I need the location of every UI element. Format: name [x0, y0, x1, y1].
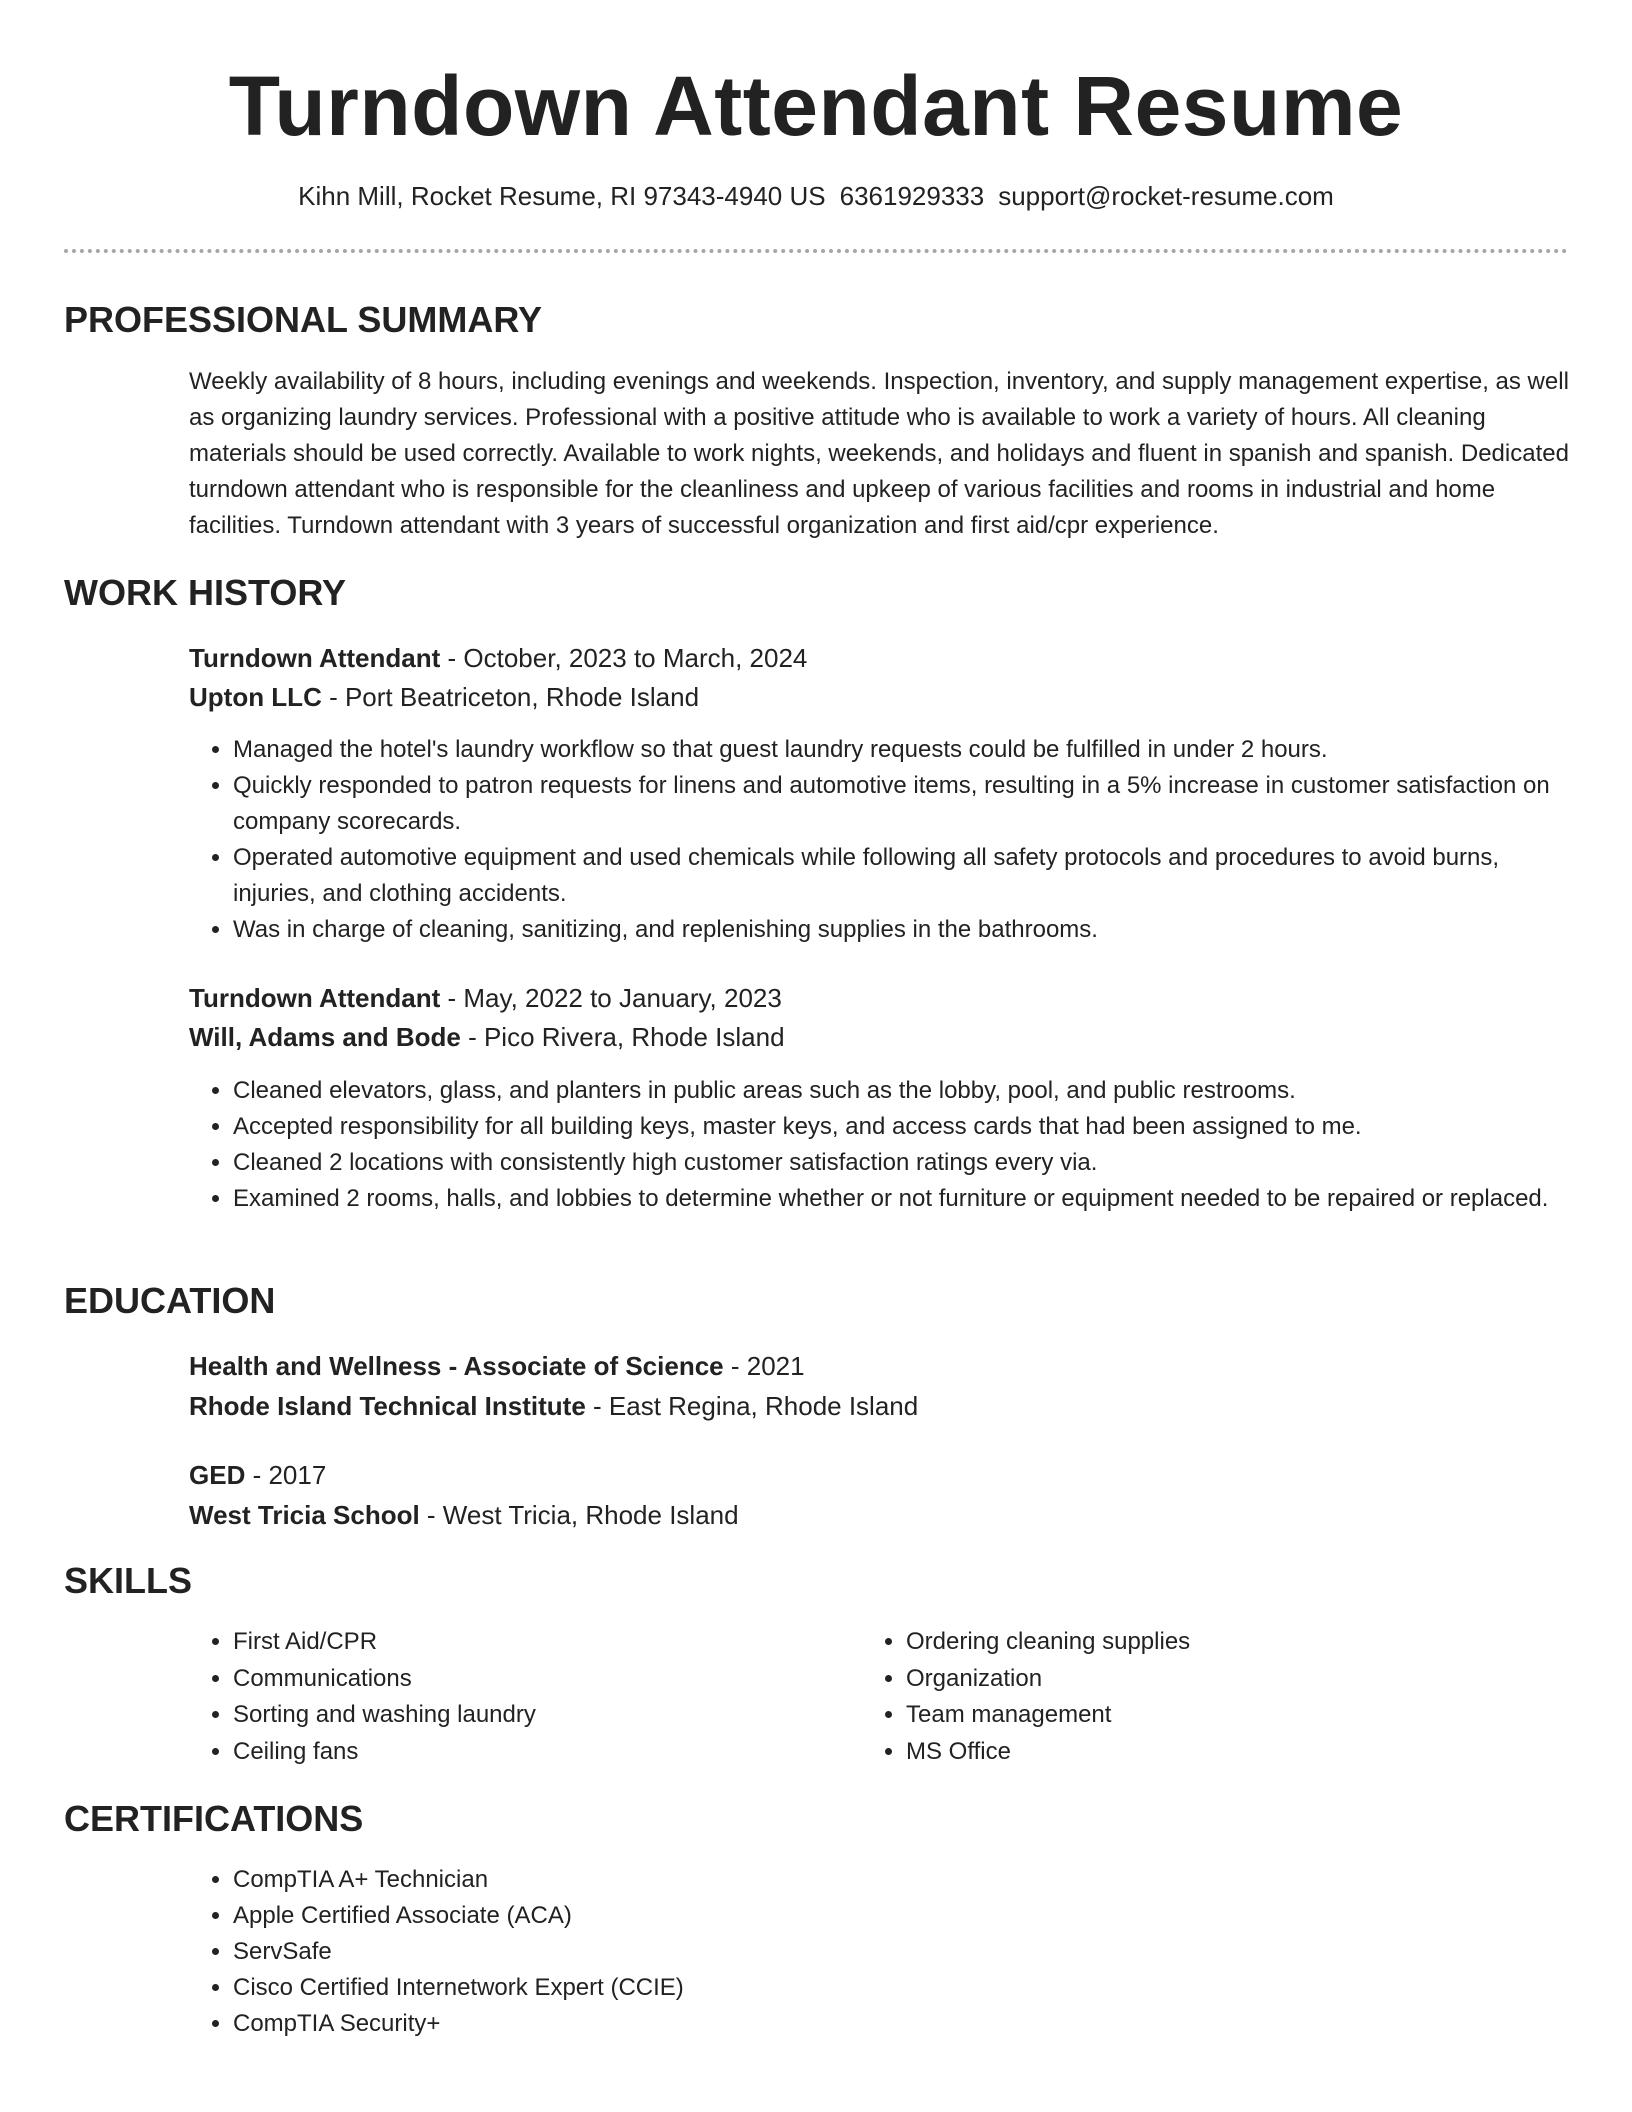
job-location: - Pico Rivera, Rhode Island: [460, 1022, 785, 1052]
summary-heading: PROFESSIONAL SUMMARY: [64, 299, 543, 340]
list-item: • Managed the hotel's laundry workflow so that guest laundry requests could be fulfilled in under 2 hours.: [233, 732, 1569, 768]
header-divider: [64, 249, 1568, 253]
list-item: • Ceiling fans: [233, 1734, 809, 1771]
skills-list-right: [862, 1624, 1482, 1770]
certifications-list: [189, 1862, 1569, 2042]
list-item: • CompTIA Security+: [233, 2006, 1569, 2042]
education-degree: Health and Wellness - Associate of Science: [189, 1351, 724, 1381]
list-item: • Communications: [233, 1661, 809, 1698]
list-item: • Accepted responsibility for all building keys, master keys, and access cards that had been assigned to me.: [233, 1109, 1569, 1145]
job-company: Upton LLC: [189, 682, 322, 712]
certifications-heading: CERTIFICATIONS: [64, 1798, 364, 1839]
job-location: - Port Beatriceton, Rhode Island: [321, 682, 700, 712]
list-item: • Organization: [906, 1661, 1482, 1698]
resume-title: Turndown Attendant Resume: [228, 59, 1404, 153]
list-item: • Cleaned 2 locations with consistently high customer satisfaction ratings every via.: [233, 1145, 1569, 1181]
education-school-line: [189, 1388, 918, 1424]
job-company-line: [189, 679, 699, 715]
list-item: • Cisco Certified Internetwork Expert (CCIE): [233, 1970, 1569, 2006]
contact-email[interactable]: support@rocket-resume.com: [998, 181, 1334, 211]
skills-heading: SKILLS: [64, 1560, 193, 1601]
job-company: Will, Adams and Bode: [189, 1022, 461, 1052]
list-item: • Team management: [906, 1697, 1482, 1734]
list-item: • Ordering cleaning supplies: [906, 1624, 1482, 1661]
job-title: Turndown Attendant: [189, 983, 441, 1013]
list-item: • ServSafe: [233, 1934, 1569, 1970]
job-duties-list: [189, 732, 1569, 948]
list-item: • MS Office: [906, 1734, 1482, 1771]
list-item: • Sorting and washing laundry: [233, 1697, 809, 1734]
skills-list-left: [189, 1624, 809, 1770]
contact-address: Kihn Mill, Rocket Resume, RI 97343-4940 US: [298, 181, 826, 211]
job-title-line: [189, 980, 782, 1016]
education-heading: EDUCATION: [64, 1280, 276, 1321]
education-degree: GED: [189, 1460, 246, 1490]
education-degree-line: [189, 1457, 326, 1493]
list-item: • Quickly responded to patron requests for linens and automotive items, resulting in a 5% increase in customer satisfaction on company scorecards.: [233, 768, 1569, 840]
list-item: • Apple Certified Associate (ACA): [233, 1898, 1569, 1934]
contact-info: [0, 178, 1632, 214]
contact-phone: 6361929333: [839, 181, 985, 211]
list-item: • Was in charge of cleaning, sanitizing, and replenishing supplies in the bathrooms.: [233, 912, 1569, 948]
list-item: • Examined 2 rooms, halls, and lobbies to determine whether or not furniture or equipment needed to be repaired or replaced.: [233, 1181, 1569, 1217]
education-degree-line: [189, 1348, 805, 1384]
job-dates: - October, 2023 to March, 2024: [440, 643, 808, 673]
list-item: • CompTIA A+ Technician: [233, 1862, 1569, 1898]
education-location: - West Tricia, Rhode Island: [419, 1500, 739, 1530]
job-duties-list: [189, 1073, 1569, 1217]
job-title: Turndown Attendant: [189, 643, 441, 673]
job-dates: - May, 2022 to January, 2023: [440, 983, 782, 1013]
list-item: • First Aid/CPR: [233, 1624, 809, 1661]
education-year: - 2021: [723, 1351, 805, 1381]
education-year: - 2017: [245, 1460, 327, 1490]
education-location: - East Regina, Rhode Island: [585, 1391, 919, 1421]
job-company-line: [189, 1019, 785, 1055]
job-title-line: [189, 640, 807, 676]
list-item: • Operated automotive equipment and used chemicals while following all safety protocols and procedures to avoid burns, injuries, and clothing accidents.: [233, 840, 1569, 912]
education-school-line: [189, 1497, 739, 1533]
education-school: Rhode Island Technical Institute: [189, 1391, 586, 1421]
list-item: • Cleaned elevators, glass, and planters in public areas such as the lobby, pool, and public restrooms.: [233, 1073, 1569, 1109]
summary-text: Weekly availability of 8 hours, including evenings and weekends. Inspection, inventory, and supply management expertise, as well as organizing laundry services. Professional with a positive attitude who is available to work a variety of hours. All cleaning materials should be used correctly. Available to work nights, weekends, and holidays and fluent in spanish and spanish. Dedicated turndown attendant who is responsible for the cleanliness and upkeep of various facilities and rooms in industrial and home facilities. Turndown attendant with 3 years of successful organization and first aid/cpr experience.: [189, 368, 1569, 539]
work-history-heading: WORK HISTORY: [64, 572, 347, 613]
education-school: West Tricia School: [189, 1500, 420, 1530]
